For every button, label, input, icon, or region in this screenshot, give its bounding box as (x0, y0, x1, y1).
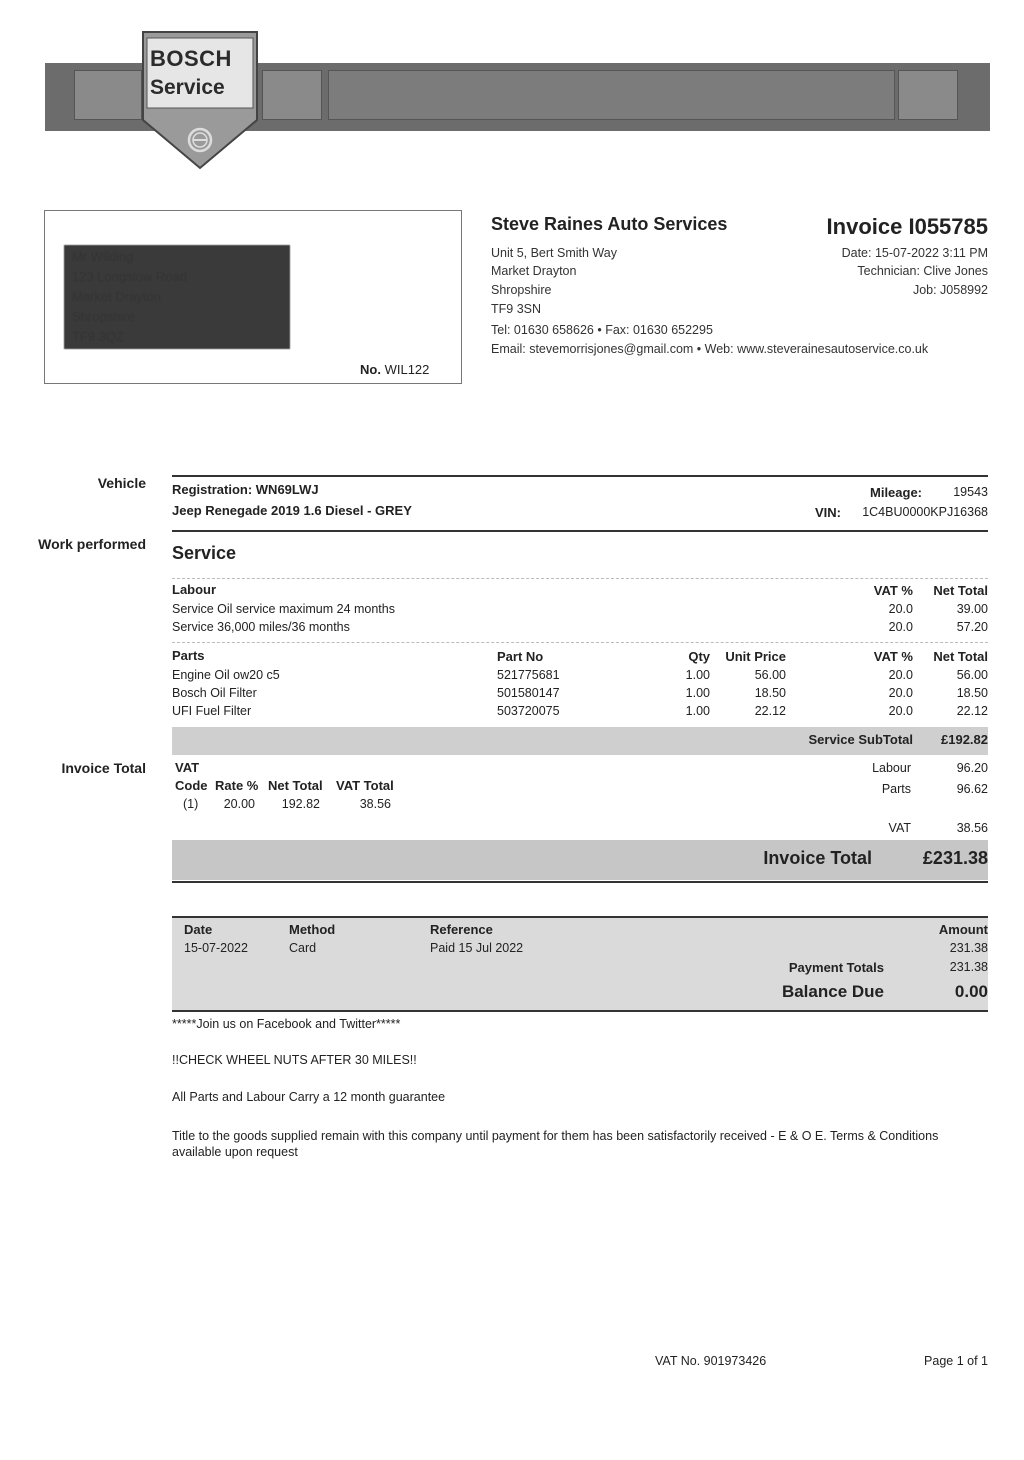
part-row-unit: 18.50 (754, 686, 786, 700)
vehicle-description: Jeep Renegade 2019 1.6 Diesel - GREY (172, 503, 412, 518)
payment-method-header: Method (289, 922, 336, 937)
page-number: Page 1 of 1 (924, 1354, 988, 1368)
mileage-label: Mileage: (870, 485, 923, 500)
address-line: Shropshire (72, 309, 135, 324)
company-address-line: TF9 3SN (491, 302, 542, 316)
vat-row-vat: 38.56 (359, 797, 391, 811)
work-section-label: Work performed (38, 536, 146, 552)
parts-vat-header: VAT % (873, 649, 913, 664)
parts-header: Parts (172, 648, 205, 663)
part-row-unit: 56.00 (754, 668, 786, 682)
payment-amount-header: Amount (938, 922, 988, 937)
vehicle-section-label: Vehicle (97, 475, 146, 491)
company-name: Steve Raines Auto Services (491, 214, 728, 234)
vat-code-header: Code (175, 778, 208, 793)
vat-row-rate: 20.00 (223, 797, 255, 811)
labour-row-desc: Service Oil service maximum 24 months (172, 602, 395, 616)
balance-due-value: 0.00 (954, 982, 988, 1001)
address-line: TF9 3QZ (72, 329, 125, 344)
labour-row-net: 57.20 (956, 620, 988, 634)
note-social: *****Join us on Facebook and Twitter***** (172, 1017, 401, 1031)
payment-amount: 231.38 (949, 941, 988, 955)
vat-total-value: 38.56 (956, 821, 988, 835)
company-address-line: Market Drayton (491, 264, 577, 278)
payment-date-header: Date (184, 922, 213, 937)
note-guarantee: All Parts and Labour Carry a 12 month guarantee (172, 1090, 446, 1104)
labour-row-vat: 20.0 (888, 620, 913, 634)
company-email-web: Email: stevemorrisjones@gmail.com • Web: www.steverainesautoservice.co.uk (491, 342, 929, 356)
vat-row-net: 192.82 (281, 797, 320, 811)
note-wheel-nuts: !!CHECK WHEEL NUTS AFTER 30 MILES!! (172, 1053, 417, 1067)
part-row-net: 18.50 (956, 686, 988, 700)
invoice-total-value: £231.38 (922, 848, 988, 868)
account-value: WIL122 (384, 362, 430, 377)
parts-net-header: Net Total (933, 649, 988, 664)
invoice-total-section-label: Invoice Total (61, 760, 146, 776)
payment-totals-value: 231.38 (949, 960, 988, 974)
divider (172, 578, 988, 579)
part-row-qty: 1.00 (685, 686, 710, 700)
divider (172, 475, 988, 477)
vat-total-label: VAT (888, 821, 911, 835)
vin-value: 1C4BU0000KPJ16368 (862, 505, 988, 519)
company-contact: Tel: 01630 658626 • Fax: 01630 652295 (491, 323, 713, 337)
vat-rate-header: Rate % (215, 778, 259, 793)
vat-total-header: VAT Total (336, 778, 394, 793)
logo-text-service: Service (150, 76, 225, 99)
labour-row-vat: 20.0 (888, 602, 913, 616)
labour-total-value: 96.20 (956, 761, 988, 775)
part-row-unit: 22.12 (754, 704, 786, 718)
address-line: 123 Longslow Road (72, 269, 187, 284)
invoice-technician: Technician: Clive Jones (857, 264, 988, 278)
vin-label: VIN: (815, 505, 841, 520)
unit-price-header: Unit Price (725, 649, 786, 664)
part-row-partno: 503720075 (497, 704, 560, 718)
mileage-value: 19543 (953, 485, 988, 499)
invoice-title: Invoice I055785 (826, 214, 988, 239)
labour-total-label: Labour (872, 761, 911, 775)
vat-number: VAT No. 901973426 (655, 1354, 767, 1368)
subtotal-label: Service SubTotal (808, 732, 913, 747)
invoice-date: Date: 15-07-2022 3:11 PM (841, 246, 988, 260)
subtotal-value: £192.82 (941, 732, 988, 747)
invoice-total-label: Invoice Total (763, 848, 872, 868)
qty-header: Qty (688, 649, 710, 664)
part-row-qty: 1.00 (685, 668, 710, 682)
account-number (360, 362, 429, 377)
vat-row-code: (1) (183, 797, 199, 811)
labour-header: Labour (172, 582, 217, 597)
note-terms: Title to the goods supplied remain with this company until payment for them has been satisfactorily received - E & O E. Terms & Conditions available upon request (172, 1129, 939, 1159)
header-band-block (74, 70, 142, 120)
labour-vat-header: VAT % (873, 583, 913, 598)
parts-total-value: 96.62 (956, 782, 988, 796)
payment-reference-header: Reference (430, 922, 493, 937)
part-row-partno: 501580147 (497, 686, 560, 700)
part-row-desc: Engine Oil ow20 c5 (172, 668, 280, 682)
work-title: Service (172, 543, 237, 563)
labour-row-net: 39.00 (956, 602, 988, 616)
labour-net-header: Net Total (933, 583, 988, 598)
divider (172, 530, 988, 532)
parts-total-label: Parts (881, 782, 911, 796)
payment-reference: Paid 15 Jul 2022 (430, 941, 524, 955)
part-row-vat: 20.0 (888, 686, 913, 700)
vat-net-header: Net Total (268, 778, 323, 793)
header-band-block (328, 70, 895, 120)
divider (172, 642, 988, 643)
payment-totals-label: Payment Totals (788, 960, 884, 975)
logo-text-bosch: BOSCH (150, 46, 232, 71)
divider (172, 1010, 988, 1012)
balance-due-label: Balance Due (781, 982, 884, 1001)
divider (172, 881, 988, 883)
part-row-qty: 1.00 (685, 704, 710, 718)
header-band-block (262, 70, 322, 120)
partno-header: Part No (497, 649, 544, 664)
company-address-line: Shropshire (491, 283, 552, 297)
address-line: Market Drayton (72, 289, 161, 304)
labour-row-desc: Service 36,000 miles/36 months (172, 620, 350, 634)
invoice-job: Job: J058992 (912, 283, 988, 297)
address-line: Mr Wilding (72, 249, 134, 264)
part-row-desc: UFI Fuel Filter (172, 704, 252, 718)
part-row-partno: 521775681 (497, 668, 560, 682)
customer-address-redacted (64, 245, 290, 349)
vat-code-header: VAT (175, 760, 200, 775)
part-row-vat: 20.0 (888, 668, 913, 682)
account-label: No. (360, 362, 381, 377)
part-row-desc: Bosch Oil Filter (172, 686, 257, 700)
payment-date: 15-07-2022 (184, 941, 248, 955)
header-band-block (898, 70, 958, 120)
vehicle-registration: Registration: WN69LWJ (172, 482, 319, 497)
company-address-line: Unit 5, Bert Smith Way (491, 246, 617, 260)
part-row-net: 56.00 (956, 668, 988, 682)
payment-method: Card (289, 941, 317, 955)
part-row-vat: 20.0 (888, 704, 913, 718)
part-row-net: 22.12 (956, 704, 988, 718)
